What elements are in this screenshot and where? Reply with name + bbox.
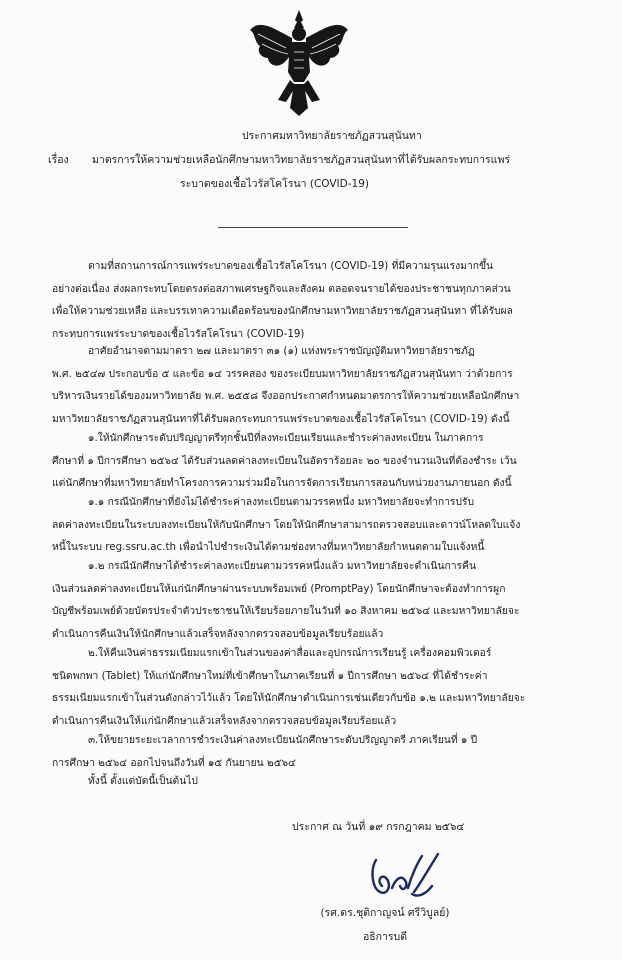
text-line: หนี้ในระบบ reg.ssru.ac.th เพื่อนำไปชำระเงินได้ตามช่องทางที่มหาวิทยาลัยกำหนดตามใบแจ้งหนี้ — [52, 541, 485, 553]
text-line: ดำเนินการคืนเงินให้นักศึกษาแล้วเสร็จหลังจากตรวจสอบข้อมูลเรียบร้อยแล้ว — [52, 627, 384, 640]
text-line: ศึกษาที่ ๑ ปีการศึกษา ๒๕๖๔ ได้รับส่วนลดค่าลงทะเบียนในอัตราร้อยละ ๒๐ ของจำนวนเงินที่ต้องชำระ เว้น — [52, 454, 517, 467]
text-line: กระทบการแพร่ระบาดของเชื้อไวรัสโคโรนา (COVID-19) — [52, 327, 305, 340]
paragraph-effective — [52, 770, 570, 793]
handwritten-signature-icon — [362, 848, 446, 906]
text-line: เพื่อให้ความช่วยเหลือ และบรรเทาความเดือดร้อนของนักศึกษามหาวิทยาลัยราชภัฏสวนสุนันทา ที่ได้รับผล — [52, 305, 513, 317]
text-line: ทั้งนี้ ตั้งแต่บัดนี้เป็นต้นไป — [88, 775, 198, 787]
subject-text-line-1: มาตรการให้ความช่วยเหลือนักศึกษามหาวิทยาลัยราชภัฏสวนสุนันทาที่ได้รับผลกระทบการแพร่ — [92, 154, 511, 166]
text-line: ลดค่าลงทะเบียนในระบบลงทะเบียนให้กับนักศึกษา โดยให้นักศึกษาสามารถตรวจสอบและดาวน์โหลดใบแจ้ง — [52, 518, 521, 531]
text-line: ๒.ให้คืนเงินค่าธรรมเนียมแรกเข้าในส่วนของค่าสื่อและอุปกรณ์การเรียนรู้ เครื่องคอมพิวเตอร์ — [88, 647, 492, 659]
signer-position: อธิการบดี — [362, 931, 408, 943]
announcement-date: ประกาศ ณ วันที่ ๑๙ กรกฎาคม ๒๕๖๔ — [292, 821, 465, 833]
text-line: ๑.ให้นักศึกษาระดับปริญญาตรีทุกชั้นปีที่ลงทะเบียนเรียนและชำระค่าลงทะเบียน ในภาคการ — [88, 432, 484, 444]
header-divider — [218, 227, 408, 228]
text-line: การศึกษา ๒๕๖๔ ออกไปจนถึงวันที่ ๑๕ กันยายน ๒๕๖๔ — [52, 756, 296, 769]
signer-name: (รศ.ดร.ชุติกาญจน์ ศรีวิบูลย์) — [320, 907, 450, 919]
text-line: มหาวิทยาลัยราชภัฏสวนสุนันทาที่ได้รับผลกระทบการแพร่ระบาดของเชื้อไวรัสโคโรนา (COVID-19) ดังนี้ — [52, 412, 510, 425]
subject-label: เรื่อง — [48, 154, 69, 166]
text-line: ๑.๑ กรณีนักศึกษาที่ยังไม่ได้ชำระค่าลงทะเบียนตามวรรคหนึ่ง มหาวิทยาลัยจะทำการปรับ — [88, 496, 474, 508]
text-line: อาศัยอำนาจตามมาตรา ๒๗ และมาตรา ๓๑ (๑) แห่งพระราชบัญญัติมหาวิทยาลัยราชภัฏ — [88, 345, 475, 357]
text-line: แต่นักศึกษาที่มหาวิทยาลัยทำโครงการความร่วมมือในการจัดการเรียนการสอนกับหน่วยงานภายนอก ดังนี้ — [52, 477, 512, 489]
text-line: พ.ศ. ๒๕๔๗ ประกอบข้อ ๕ และข้อ ๑๔ วรรคสอง ของระเบียบมหาวิทยาลัยราชภัฏสวนสุนันทา ว่าด้วยการ — [52, 367, 513, 380]
paragraph-authority — [52, 340, 570, 430]
garuda-emblem-icon — [246, 8, 352, 118]
text-line: บัญชีพร้อมเพย์ด้วยบัตรประจำตัวประชาชนให้เรียบร้อยภายในวันที่ ๑๐ สิงหาคม ๒๕๖๔ และมหาวิทยาลัยจะ — [52, 605, 520, 617]
text-line: ธรรมเนียมแรกเข้าในส่วนดังกล่าวไว้แล้ว โดยให้นักศึกษาดำเนินการเช่นเดียวกับข้อ ๑.๒ และมหาวิทยาลัยจะ — [52, 692, 526, 704]
subject-text-line-2: ระบาดของเชื้อไวรัสโคโรนา (COVID-19) — [180, 178, 369, 190]
text-line: อย่างต่อเนื่อง ส่งผลกระทบโดยตรงต่อสภาพเศรษฐกิจและสังคม ตลอดจนรายได้ของประชาชนทุกภาคส่วน — [52, 282, 511, 295]
text-line: ๑.๒ กรณีนักศึกษาได้ชำระค่าลงทะเบียนตามวรรคหนึ่งแล้ว มหาวิทยาลัยจะดำเนินการคืน — [88, 560, 476, 572]
issuing-organization: ประกาศมหาวิทยาลัยราชภัฏสวนสุนันทา — [242, 130, 422, 142]
text-line: ดำเนินการคืนเงินให้แก่นักศึกษาแล้วเสร็จหลังจากตรวจสอบข้อมูลเรียบร้อยแล้ว — [52, 714, 397, 727]
paragraph-item-3 — [52, 729, 570, 774]
text-line: ชนิดพกพา (Tablet) ให้แก่นักศึกษาใหม่ที่เข้าศึกษาในภาคเรียนที่ ๑ ปีการศึกษา ๒๕๖๔ ที่ได้ชำระค่า — [52, 669, 488, 682]
text-line: ตามที่สถานการณ์การแพร่ระบาดของเชื้อไวรัสโคโรนา (COVID-19) ที่มีความรุนแรงมากขึ้น — [88, 260, 494, 272]
paragraph-background — [52, 255, 570, 345]
text-line: ๓.ให้ขยายระยะเวลาการชำระเงินค่าลงทะเบียนนักศึกษาระดับปริญญาตรี ภาคเรียนที่ ๑ ปี — [88, 734, 478, 746]
paragraph-item-2 — [52, 642, 570, 732]
text-line: บริหารเงินรายได้ของมหาวิทยาลัย พ.ศ. ๒๕๕๘ จึงออกประกาศกำหนดมาตรการให้ความช่วยเหลือนักศึกษา — [52, 390, 520, 402]
text-line: เงินส่วนลดค่าลงทะเบียนให้แก่นักศึกษาผ่านระบบพร้อมเพย์ (PromptPay) โดยนักศึกษาจะต้องทำการผูก — [52, 582, 506, 595]
paragraph-item-1-1 — [52, 491, 570, 559]
paragraph-item-1 — [52, 427, 570, 495]
paragraph-item-1-2 — [52, 555, 570, 645]
